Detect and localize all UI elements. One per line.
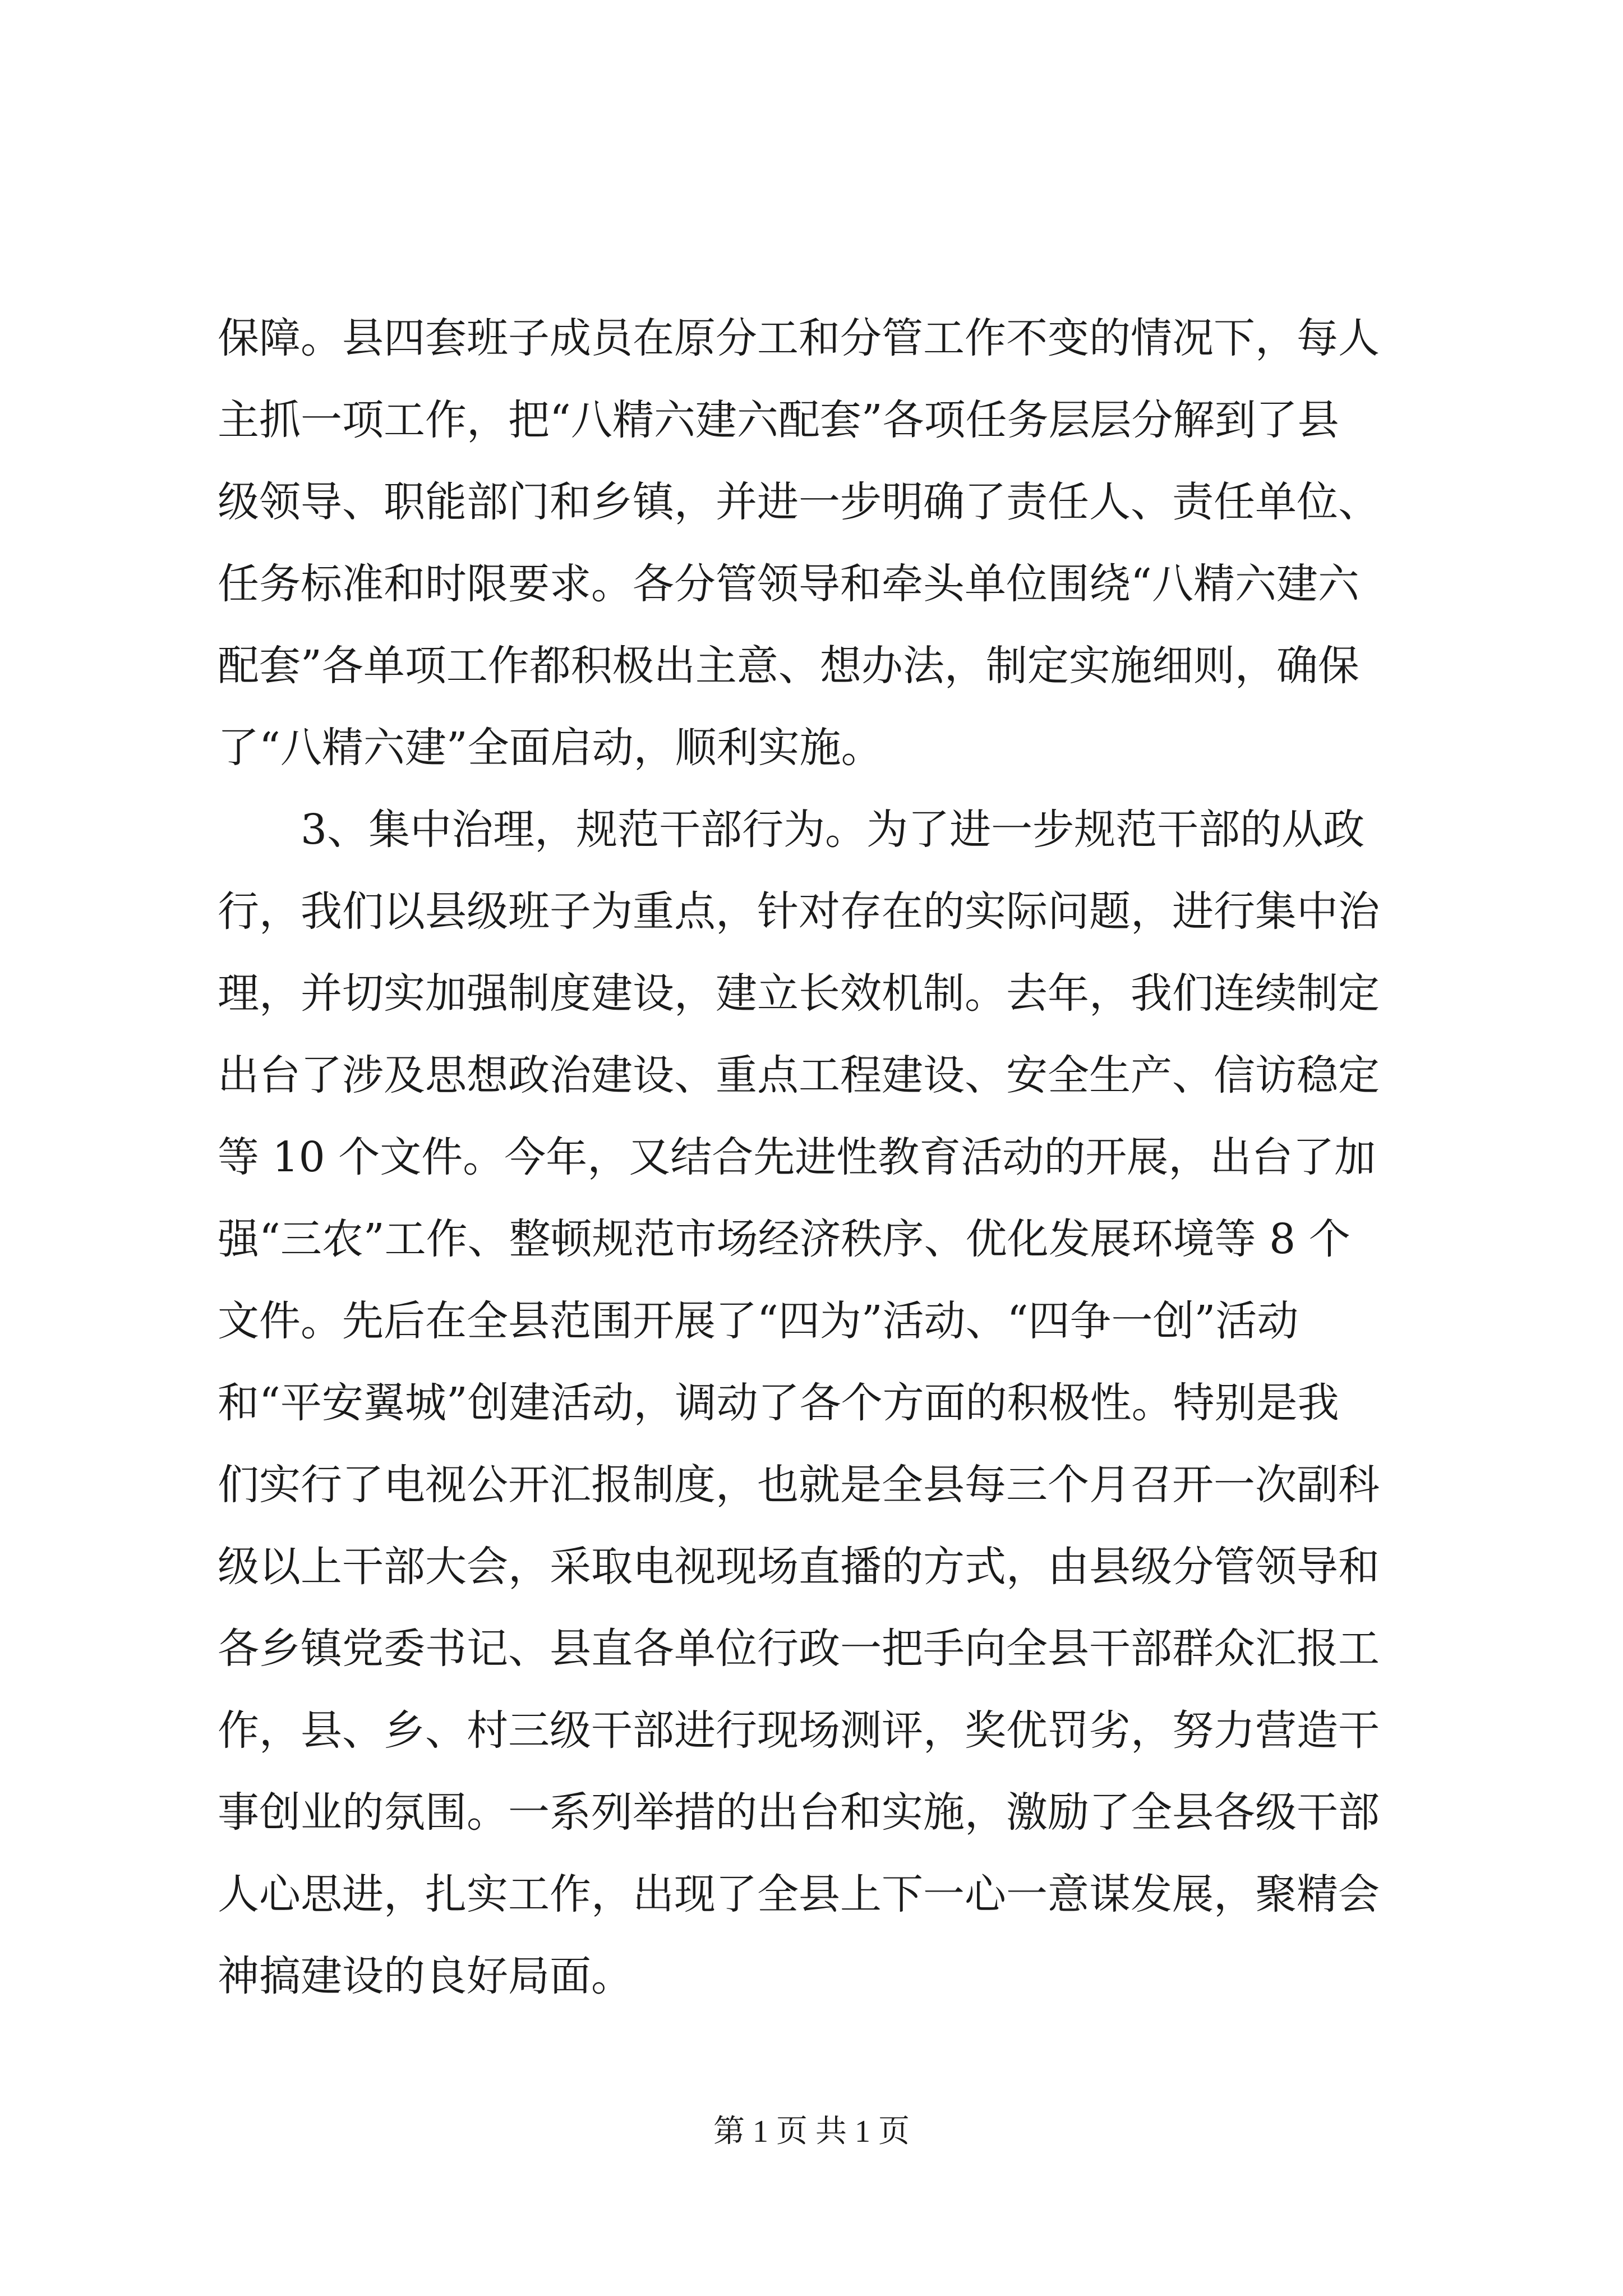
text-line: 和“平安翼城”创建活动，调动了各个方面的积极性。特别是我: [218, 1379, 1339, 1427]
text-line: 各乡镇党委书记、县直各单位行政一把手向全县干部群众汇报工: [218, 1625, 1380, 1673]
text-line: 配套”各单项工作都积极出主意、想办法，制定实施细则，确保: [218, 642, 1359, 690]
text-line: 保障。县四套班子成员在原分工和分管工作不变的情况下，每人: [218, 314, 1380, 362]
page-number-footer: 第 1 页 共 1 页: [713, 2114, 910, 2149]
text-line: 们实行了电视公开汇报制度，也就是全县每三个月召开一次副科: [218, 1461, 1380, 1509]
text-line: 级以上干部大会，采取电视现场直播的方式，由县级分管领导和: [218, 1543, 1380, 1591]
text-line: 行，我们以县级班子为重点，针对存在的实际问题，进行集中治: [218, 887, 1380, 936]
text-line: 事创业的氛围。一系列举措的出台和实施，激励了全县各级干部: [218, 1788, 1380, 1837]
text-line: 强“三农”工作、整顿规范市场经济秩序、优化发展环境等 8 个: [218, 1215, 1350, 1263]
text-line: 任务标准和时限要求。各分管领导和牵头单位围绕“八精六建六: [218, 560, 1359, 608]
text-line: 神搞建设的良好局面。: [218, 1952, 633, 2000]
text-line: 级领导、职能部门和乡镇，并进一步明确了责任人、责任单位、: [218, 478, 1380, 526]
text-line: 了“八精六建”全面启动，顺利实施。: [218, 724, 883, 772]
text-line: 等 10 个文件。今年，又结合先进性教育活动的开展，出台了加: [218, 1133, 1376, 1181]
text-line: 文件。先后在全县范围开展了“四为”活动、“四争一创”活动: [218, 1297, 1299, 1345]
paragraph-start-line: 3、集中治理，规范干部行为。为了进一步规范干部的从政: [218, 806, 1365, 854]
text-line: 出台了涉及思想政治建设、重点工程建设、安全生产、信访稳定: [218, 1051, 1380, 1099]
text-line: 人心思进，扎实工作，出现了全县上下一心一意谋发展，聚精会: [218, 1870, 1380, 1918]
text-line: 主抓一项工作，把“八精六建六配套”各项任务层层分解到了县: [218, 396, 1339, 444]
text-line: 理，并切实加强制度建设，建立长效机制。去年，我们连续制定: [218, 969, 1380, 1018]
body-text: [218, 297, 1401, 2017]
text-line: 作，县、乡、村三级干部进行现场测评，奖优罚劣，努力营造干: [218, 1706, 1380, 1755]
